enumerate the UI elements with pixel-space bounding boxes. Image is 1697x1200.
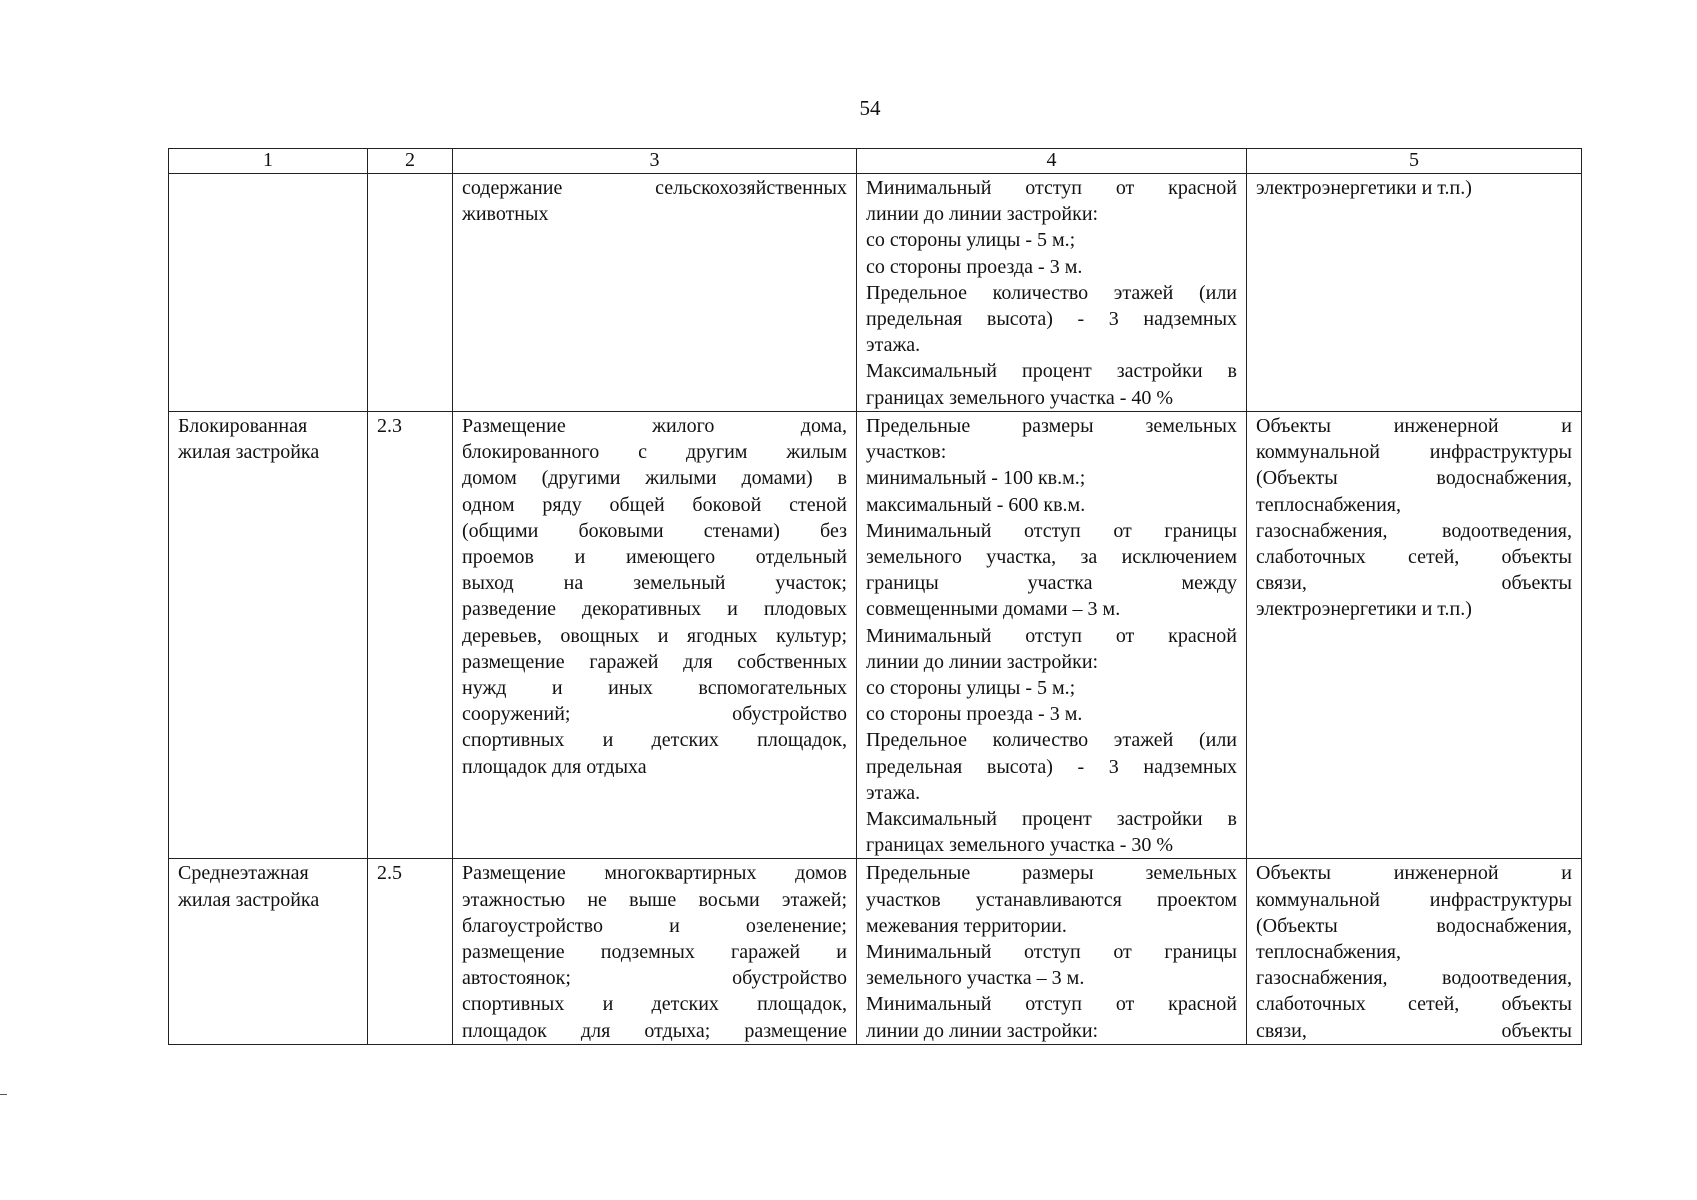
text-line: содержание сельскохозяйственных: [462, 177, 847, 199]
text-line: (Объекты водоснабжения,: [1256, 467, 1572, 490]
parameters-cell: [857, 412, 1247, 859]
text-line: этажа.: [866, 334, 921, 357]
text-line: Минимальный отступ от красной: [866, 624, 1237, 647]
text-line: слаботочных сетей, объекты: [1256, 993, 1572, 1016]
text-line: Максимальный процент застройки в: [866, 360, 1237, 383]
text-line: Размещение жилого дома,: [462, 415, 847, 437]
text-line: предельная высота) - 3 надземных: [866, 755, 1237, 778]
text-line: животных: [462, 203, 549, 226]
text-line: участков устанавливаются проектом: [866, 888, 1237, 911]
text-line: автостоянок; обустройство: [462, 967, 847, 990]
text-line: Объекты инженерной и: [1256, 862, 1572, 885]
text-line: деревьев, овощных и ягодных культур;: [462, 624, 847, 647]
text-line: одном ряду общей боковой стеной: [462, 493, 847, 516]
land-use-code-cell: 2.5: [368, 859, 453, 1044]
text-line: блокированного с другим жилым: [462, 441, 847, 464]
column-header-1: 1: [169, 149, 368, 174]
text-line: размещение подземных гаражей и: [462, 941, 847, 964]
text-line: электроэнергетики и т.п.): [1256, 177, 1472, 199]
margin-mark: [0, 1094, 7, 1095]
land-use-name-cell: Блокированная жилая застройка: [169, 412, 368, 859]
column-header-3: 3: [453, 149, 857, 174]
text-line: коммунальной инфраструктуры: [1256, 888, 1572, 911]
text-line: связи, объекты: [1256, 572, 1572, 595]
table-header-row: [169, 149, 1582, 174]
column-header-5: 5: [1247, 149, 1582, 174]
text-line: границах земельного участка - 30 %: [866, 834, 1174, 857]
text-line: со стороны проезда - 3 м.: [866, 255, 1083, 278]
text-line: газоснабжения, водоотведения,: [1256, 519, 1572, 542]
parameters-cell: [857, 174, 1247, 412]
text-line: проемов и имеющего отдельный: [462, 546, 847, 569]
text-line: Предельное количество этажей (или: [866, 729, 1237, 752]
text-line: участков:: [866, 441, 947, 464]
land-use-code-cell: 2.3: [368, 412, 453, 859]
text-line: площадок для отдыха: [462, 755, 647, 778]
description-cell: [453, 174, 857, 412]
text-line: границы участка между: [866, 572, 1237, 595]
text-line: межевания территории.: [866, 914, 1067, 937]
text-line: благоустройство и озеленение;: [462, 914, 847, 937]
land-use-code-cell: [368, 174, 453, 412]
text-line: Предельное количество этажей (или: [866, 281, 1237, 304]
text-line: теплоснабжения,: [1256, 493, 1401, 516]
text-line: Минимальный отступ от границы: [866, 519, 1237, 542]
text-line: со стороны проезда - 3 м.: [866, 703, 1083, 726]
text-line: Объекты инженерной и: [1256, 415, 1572, 437]
text-line: коммунальной инфраструктуры: [1256, 441, 1572, 464]
text-line: разведение декоративных и плодовых: [462, 598, 847, 621]
parameters-cell: [857, 859, 1247, 1044]
text-line: (Объекты водоснабжения,: [1256, 914, 1572, 937]
text-line: со стороны улицы - 5 м.;: [866, 229, 1076, 252]
table-row: [169, 174, 1582, 412]
text-line: теплоснабжения,: [1256, 941, 1401, 964]
column-header-4: 4: [857, 149, 1247, 174]
text-line: земельного участка – 3 м.: [866, 967, 1085, 990]
text-line: сооружений; обустройство: [462, 703, 847, 726]
text-line: слаботочных сетей, объекты: [1256, 546, 1572, 569]
description-cell: [453, 412, 857, 859]
text-line: Минимальный отступ от красной: [866, 993, 1237, 1016]
text-line: границах земельного участка - 40 %: [866, 386, 1174, 409]
text-line: со стороны улицы - 5 м.;: [866, 677, 1076, 700]
text-line: совмещенными домами – 3 м.: [866, 598, 1121, 621]
text-line: этажностью не выше восьми этажей;: [462, 888, 847, 911]
text-line: связи, объекты: [1256, 1019, 1572, 1042]
text-line: Предельные размеры земельных: [866, 862, 1237, 885]
text-line: земельного участка, за исключением: [866, 546, 1237, 569]
text-line: линии до линии застройки:: [866, 650, 1099, 673]
infrastructure-cell: [1247, 174, 1582, 412]
text-line: Максимальный процент застройки в: [866, 808, 1237, 831]
infrastructure-cell: [1247, 859, 1582, 1044]
text-line: спортивных и детских площадок,: [462, 993, 847, 1016]
column-header-2: 2: [368, 149, 453, 174]
text-line: максимальный - 600 кв.м.: [866, 493, 1086, 516]
text-line: выход на земельный участок;: [462, 572, 847, 595]
text-line: Минимальный отступ от границы: [866, 941, 1237, 964]
page-number: 54: [859, 96, 881, 120]
text-line: домом (другими жилыми домами) в: [462, 467, 847, 490]
land-use-name-cell: Среднеэтажная жилая застройка: [169, 859, 368, 1044]
infrastructure-cell: [1247, 412, 1582, 859]
land-use-name-cell: [169, 174, 368, 412]
text-line: Размещение многоквартирных домов: [462, 862, 847, 885]
text-line: этажа.: [866, 781, 921, 804]
text-line: электроэнергетики и т.п.): [1256, 598, 1472, 621]
text-line: размещение гаражей для собственных: [462, 650, 847, 673]
text-line: линии до линии застройки:: [866, 1019, 1099, 1042]
text-line: газоснабжения, водоотведения,: [1256, 967, 1572, 990]
text-line: нужд и иных вспомогательных: [462, 677, 847, 700]
text-line: Минимальный отступ от красной: [866, 177, 1237, 199]
table-row: [169, 412, 1582, 859]
text-line: предельная высота) - 3 надземных: [866, 308, 1237, 331]
text-line: минимальный - 100 кв.м.;: [866, 467, 1086, 490]
text-line: (общими боковыми стенами) без: [462, 519, 847, 542]
text-line: спортивных и детских площадок,: [462, 729, 847, 752]
text-line: Предельные размеры земельных: [866, 415, 1237, 437]
text-line: линии до линии застройки:: [866, 203, 1099, 226]
text-line: площадок для отдыха; размещение: [462, 1019, 847, 1042]
description-cell: [453, 859, 857, 1044]
table-row: [169, 859, 1582, 1044]
land-use-regulations-table: [168, 148, 1582, 1045]
